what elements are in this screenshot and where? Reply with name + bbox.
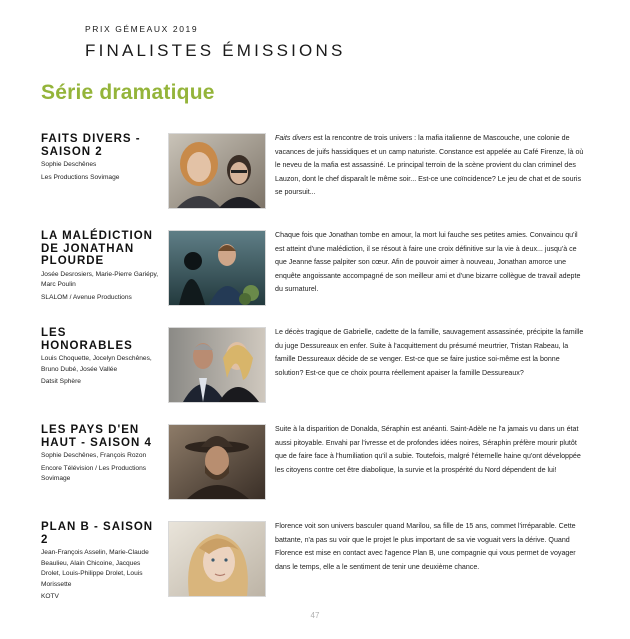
production-company: SLALOM / Avenue Productions	[41, 293, 132, 301]
entry-meta	[41, 327, 159, 388]
finalist-entry	[41, 521, 589, 601]
show-description	[275, 520, 589, 574]
description-body: Florence voit son univers basculer quand Marilou, sa fille de 15 ans, commet l'irréparable. Cette battante, n'a pas su voir que le projet le plus important de sa vie voguait vers la dérive. Quand Florence est mise en contact avec l'agence Plan B, une compagnie qui vous permet de voyager dans le temps, elle a le sentiment de tenir une deuxième chance.	[275, 522, 576, 571]
entry-meta	[41, 521, 159, 603]
production-company: Datsit Sphère	[41, 378, 81, 385]
show-description	[275, 326, 589, 380]
entry-meta	[41, 133, 159, 183]
couple-photo	[169, 328, 265, 402]
show-photo	[168, 424, 266, 500]
show-credits: Josée Desrosiers, Marie-Pierre Gariépy, Marc Poulin	[41, 270, 159, 288]
dark-forest-photo	[169, 231, 265, 305]
entry-meta	[41, 424, 159, 485]
show-title: FAITS DIVERS - SAISON 2	[41, 133, 141, 158]
finalist-entry	[41, 424, 589, 504]
woman-portrait-photo	[169, 522, 265, 596]
show-photo	[168, 521, 266, 597]
show-title: LES HONORABLES	[41, 327, 133, 352]
finalist-entry	[41, 133, 589, 213]
description-lead: Faits divers	[275, 134, 312, 142]
show-description	[275, 132, 589, 200]
show-title: PLAN B - SAISON 2	[41, 521, 154, 546]
page-kicker: PRIX GÉMEAUX 2019	[85, 24, 199, 34]
show-photo	[168, 230, 266, 306]
description-body: Le décès tragique de Gabrielle, cadette de la famille, sauvagement assassinée, précipite la famille du juge Dessureaux en enfer. Suite à l'acquittement du présumé meurtrier, Tristan Rabeau, la famille Dessureaux décide de se venger. Est-ce que se faire justice soi-même est la bonne solution? Est-ce que ce choix pourra réellement apaiser la famille Dessureaux?	[275, 328, 584, 377]
two-characters-photo	[169, 134, 265, 208]
description-body: est la rencontre de trois univers : la mafia italienne de Mascouche, une colonie de vacances de juifs hassidiques et un camp naturiste. Constance est appelée au Café Firenze, là où le neveu de la mafia est assassiné. Le principal terroin de la scène provient du clan criminel des Lauzon, dont le chef disparaît le même soir... Est-ce une coïncidence? Le jeu de chat et de souris se poursuit...	[275, 134, 584, 197]
production-company: Les Productions Sovimage	[41, 173, 120, 181]
description-body: Suite à la disparition de Donalda, Séraphin est anéanti. Saint-Adèle ne l'a jamais vu dans un état aussi pitoyable. Envahi par l'ivresse et de profondes idées noires, Séraphin préfère mourir plutôt que de faire face à l'humiliation qu'il a subie. Toutefois, malgré l'éternelle haine qu'ont développée les citoyens contre cet être diabolique, la survie et la prospérité du Nord dépendent de lui!	[275, 425, 581, 474]
page-number: 47	[310, 611, 320, 620]
man-with-hat-photo	[169, 425, 265, 499]
entry-meta	[41, 230, 159, 303]
finalist-entry	[41, 230, 589, 310]
show-credits: Louis Choquette, Jocelyn Deschênes, Bruno Dubé, Josée Vallée	[41, 355, 152, 373]
show-title: LA MALÉDICTION DE JONATHAN PLOURDE	[41, 230, 153, 267]
show-title: LES PAYS D'EN HAUT - SAISON 4	[41, 424, 152, 449]
show-photo	[168, 133, 266, 209]
show-photo	[168, 327, 266, 403]
show-credits: Jean-François Asselin, Marie-Claude Beaulieu, Alain Chicoine, Jacques Drolet, Louis-Philippe Drolet, Louis Morissette	[41, 549, 149, 588]
show-description	[275, 423, 589, 477]
production-company: Encore Télévision / Les Productions Sovimage	[41, 464, 147, 482]
show-credits: Sophie Deschênes	[41, 161, 97, 168]
production-company: KOTV	[41, 593, 59, 600]
show-description	[275, 229, 589, 297]
section-title: Série dramatique	[41, 81, 215, 104]
show-credits: Sophie Deschênes, François Rozon	[41, 452, 147, 459]
description-body: Chaque fois que Jonathan tombe en amour, la mort lui fauche ses petites amies. Convaincu qu'il est atteint d'une malédiction, il se résout à faire une croix définitive sur la vie à deux... jusqu'à ce que Jeanne fasse palpiter son cœur. Afin de pouvoir aimer à nouveau, Jonathan amorce une enquête angoissante accompagné de son meilleur ami et d'une bizarre collègue de travail adepte du surnaturel.	[275, 231, 581, 294]
page-heading: FINALISTES ÉMISSIONS	[85, 41, 346, 60]
finalist-entry	[41, 327, 589, 407]
